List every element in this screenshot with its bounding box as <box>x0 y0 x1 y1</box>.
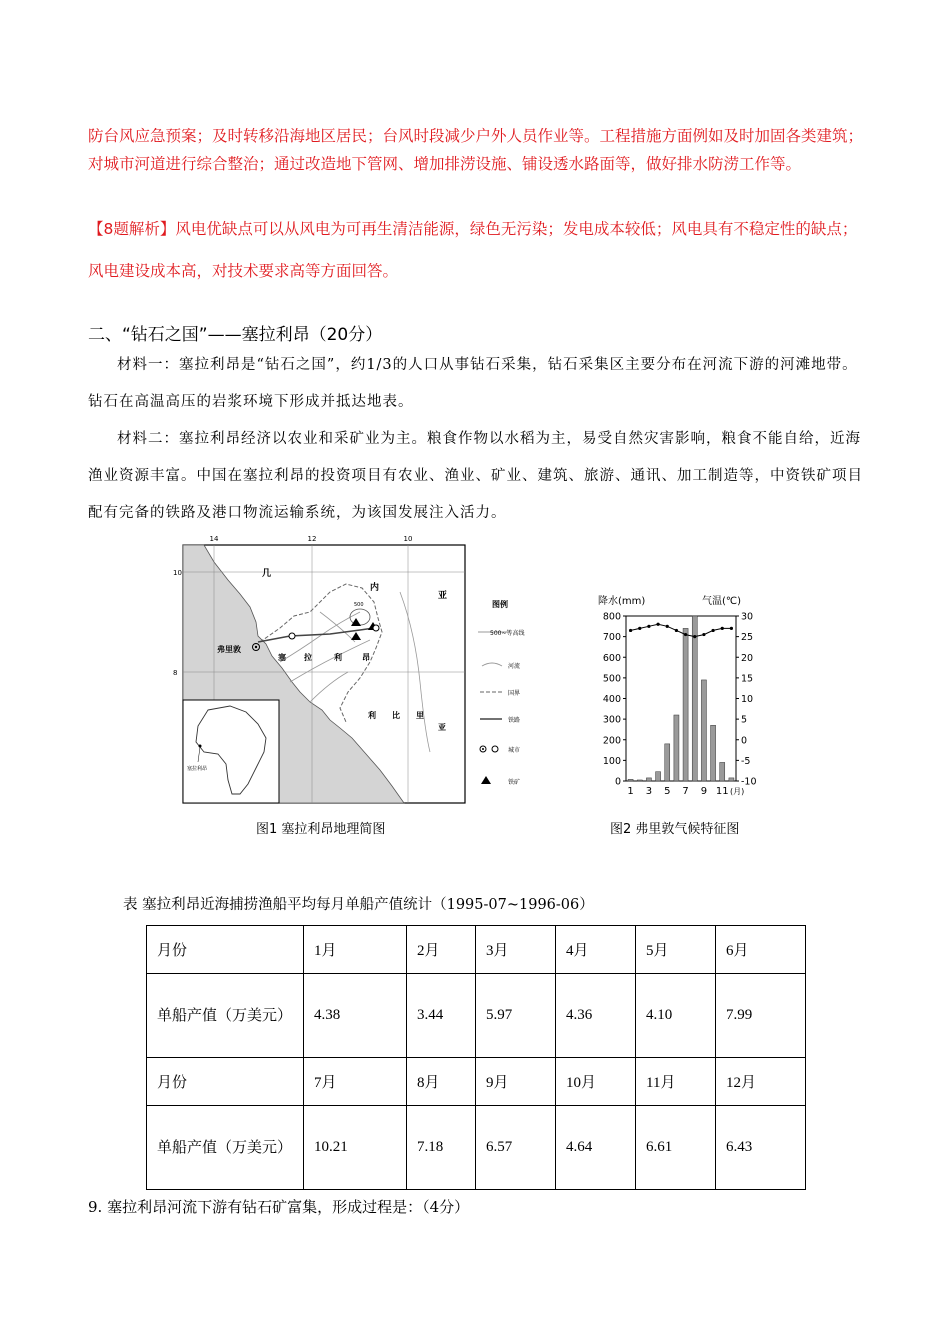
precip-tick-label: 500 <box>602 673 621 685</box>
precip-tick-label: 700 <box>602 632 621 644</box>
material-1: 材料一：塞拉利昂是“钻石之国”，约1/3的人口从事钻石采集，钻石采集区主要分布在河流下游的河滩地带。钻石在高温高压的岩浆环境下形成并抵达地表。 <box>88 357 858 410</box>
material-2: 材料二：塞拉利昂经济以农业和采矿业为主。粮食作物以水稻为主，易受自然灾害影响，粮食不能自给，近海渔业资源丰富。中国在塞拉利昂的投资项目有农业、渔业、矿业、建筑、旅游、通讯、加工制造等，中资铁矿项目配有完备的铁路及港口物流运输系统，为该国发展注入活力。 <box>88 431 863 521</box>
table-cell: 11月 <box>636 1058 716 1106</box>
fishing-value-table <box>146 925 806 1190</box>
temperature-point <box>666 625 669 628</box>
table-cell: 5月 <box>636 926 716 974</box>
temp-axis-title: 气温(℃) <box>702 596 742 607</box>
contour-label: 500 <box>354 602 364 608</box>
table-row <box>147 1106 806 1190</box>
month-tick-label: 1 <box>627 786 634 797</box>
precip-bar <box>674 715 679 781</box>
precip-tick-label: 200 <box>602 735 621 747</box>
precip-tick-label: 400 <box>602 694 621 705</box>
precip-bar <box>628 779 633 781</box>
temp-tick-label: 0 <box>741 735 748 747</box>
lat-label: 8 <box>173 669 178 677</box>
precip-tick-label: 600 <box>602 652 621 664</box>
sierra-leone-map <box>170 532 525 808</box>
map-label-liberia: 比 <box>392 711 400 720</box>
precip-tick-label: 300 <box>602 714 621 726</box>
table-row <box>147 926 806 974</box>
row-header: 单船产值（万美元） <box>147 974 304 1058</box>
table-cell: 9月 <box>476 1058 556 1106</box>
section-title: 二、“钻石之国”——塞拉利昂（20分） <box>88 325 383 345</box>
legend-item: 国界 <box>508 690 521 697</box>
precip-bar <box>692 616 697 781</box>
map-label-guinea: 亚 <box>438 591 448 601</box>
temp-tick-label: 25 <box>741 632 754 644</box>
temperature-point <box>629 629 632 632</box>
table-cell: 3.44 <box>407 974 476 1058</box>
table-cell: 4.64 <box>556 1106 636 1190</box>
answer-paragraph-q8 <box>88 208 864 292</box>
month-tick-label: 9 <box>700 786 708 797</box>
city-label: 弗里敦 <box>217 645 241 654</box>
temp-tick-label: 10 <box>741 694 754 705</box>
precip-bar <box>729 778 734 781</box>
lat-label: 10 <box>173 569 182 577</box>
temperature-point <box>684 633 687 636</box>
temp-tick-label: 15 <box>741 673 754 685</box>
precip-axis-title: 降水(mm) <box>598 596 646 607</box>
precip-bar <box>665 744 670 781</box>
table-cell: 4.36 <box>556 974 636 1058</box>
precip-bar <box>683 628 688 781</box>
table-row <box>147 1058 806 1106</box>
legend-item: 铁路 <box>508 717 521 724</box>
lon-label: 10 <box>403 535 413 543</box>
temperature-point <box>638 627 641 630</box>
precip-bar <box>646 778 651 781</box>
map-label-liberia: 利 <box>368 711 376 720</box>
temperature-point <box>693 635 696 638</box>
temp-tick-label: 20 <box>741 652 754 664</box>
table-cell: 1月 <box>304 926 407 974</box>
table-cell: 12月 <box>716 1058 806 1106</box>
precip-bar <box>656 772 661 781</box>
row-header: 单船产值（万美元） <box>147 1106 304 1190</box>
table-cell: 3月 <box>476 926 556 974</box>
map-label-sierra-leone: 塞 <box>278 653 286 662</box>
legend-item: 500~等高线 <box>490 630 525 637</box>
temp-tick-label: 30 <box>741 611 754 623</box>
row-header: 月份 <box>147 926 304 974</box>
map-label-sierra-leone: 利 <box>334 653 342 662</box>
table-caption: 表 塞拉利昂近海捕捞渔船平均每月单船产值统计（1995-07~1996-06） <box>123 897 594 913</box>
table-cell: 7.18 <box>407 1106 476 1190</box>
map-label-liberia: 亚 <box>438 723 446 732</box>
precip-tick-label: 0 <box>614 776 621 788</box>
temperature-point <box>702 633 705 636</box>
temperature-point <box>675 629 678 632</box>
chart-caption: 图2 弗里敦气候特征图 <box>610 822 740 837</box>
lon-label: 14 <box>209 535 219 543</box>
month-unit-label: (月) <box>730 787 745 796</box>
temperature-point <box>721 627 724 630</box>
month-tick-label: 7 <box>682 786 689 797</box>
month-tick-label: 3 <box>645 786 653 797</box>
table-cell: 4月 <box>556 926 636 974</box>
temp-tick-label: 5 <box>741 714 748 726</box>
climate-chart <box>596 592 774 812</box>
table-cell: 4.10 <box>636 974 716 1058</box>
table-cell: 6.57 <box>476 1106 556 1190</box>
table-cell: 5.97 <box>476 974 556 1058</box>
map-label-guinea: 内 <box>370 583 380 593</box>
table-cell: 8月 <box>407 1058 476 1106</box>
temp-tick-label: -10 <box>741 776 757 788</box>
month-tick-label: 5 <box>664 786 671 797</box>
lon-label: 12 <box>307 535 317 543</box>
table-row <box>147 974 806 1058</box>
map-caption: 图1 塞拉利昂地理简图 <box>256 822 386 837</box>
map-label-sierra-leone: 昂 <box>362 653 370 662</box>
precip-bar <box>701 680 706 781</box>
temperature-point <box>711 629 714 632</box>
inset-label: 塞拉利昂 <box>187 766 208 772</box>
table-cell: 10月 <box>556 1058 636 1106</box>
legend-item: 城市 <box>508 747 521 754</box>
month-tick-label: 11 <box>715 786 729 797</box>
table-cell: 7月 <box>304 1058 407 1106</box>
precip-bar <box>720 762 725 781</box>
legend-item: 铁矿 <box>508 779 521 786</box>
legend-title: 图例 <box>492 600 508 609</box>
q8-text: 风电优缺点可以从风电为可再生清洁能源，绿色无污染；发电成本较低；风电具有不稳定性的缺点；风电建设成本高，对技术要求高等方面回答。 <box>88 220 858 280</box>
map-label-liberia: 里 <box>416 711 424 720</box>
q8-tag: 【8题解析】 <box>88 220 176 238</box>
temp-tick-label: -5 <box>741 755 751 767</box>
table-cell: 7.99 <box>716 974 806 1058</box>
map-label-guinea: 几 <box>262 569 272 579</box>
row-header: 月份 <box>147 1058 304 1106</box>
legend-item: 河流 <box>508 663 521 670</box>
precip-tick-label: 800 <box>602 611 621 623</box>
temperature-point <box>730 627 733 630</box>
temperature-point <box>647 625 650 628</box>
plot-frame <box>626 616 736 781</box>
precip-tick-label: 100 <box>602 755 621 767</box>
answer-paragraph-1: 防台风应急预案；及时转移沿海地区居民；台风时段减少户外人员作业等。工程措施方面例如及时加固各类建筑；对城市河道进行综合整治；通过改造地下管网、增加排涝设施、铺设透水路面等，做好排水防涝工作等。 <box>88 127 864 173</box>
map-label-sierra-leone: 拉 <box>304 653 312 662</box>
table-cell: 6.43 <box>716 1106 806 1190</box>
table-cell: 6.61 <box>636 1106 716 1190</box>
table-cell: 4.38 <box>304 974 407 1058</box>
precip-bar <box>711 725 716 781</box>
temperature-line <box>631 624 732 636</box>
table-cell: 6月 <box>716 926 806 974</box>
precip-bar <box>637 780 642 781</box>
table-cell: 10.21 <box>304 1106 407 1190</box>
table-cell: 2月 <box>407 926 476 974</box>
legend-mine-icon <box>481 776 491 784</box>
temperature-point <box>656 623 659 626</box>
question-9: 9. 塞拉利昂河流下游有钻石矿富集，形成过程是：（4分） <box>88 1198 470 1216</box>
